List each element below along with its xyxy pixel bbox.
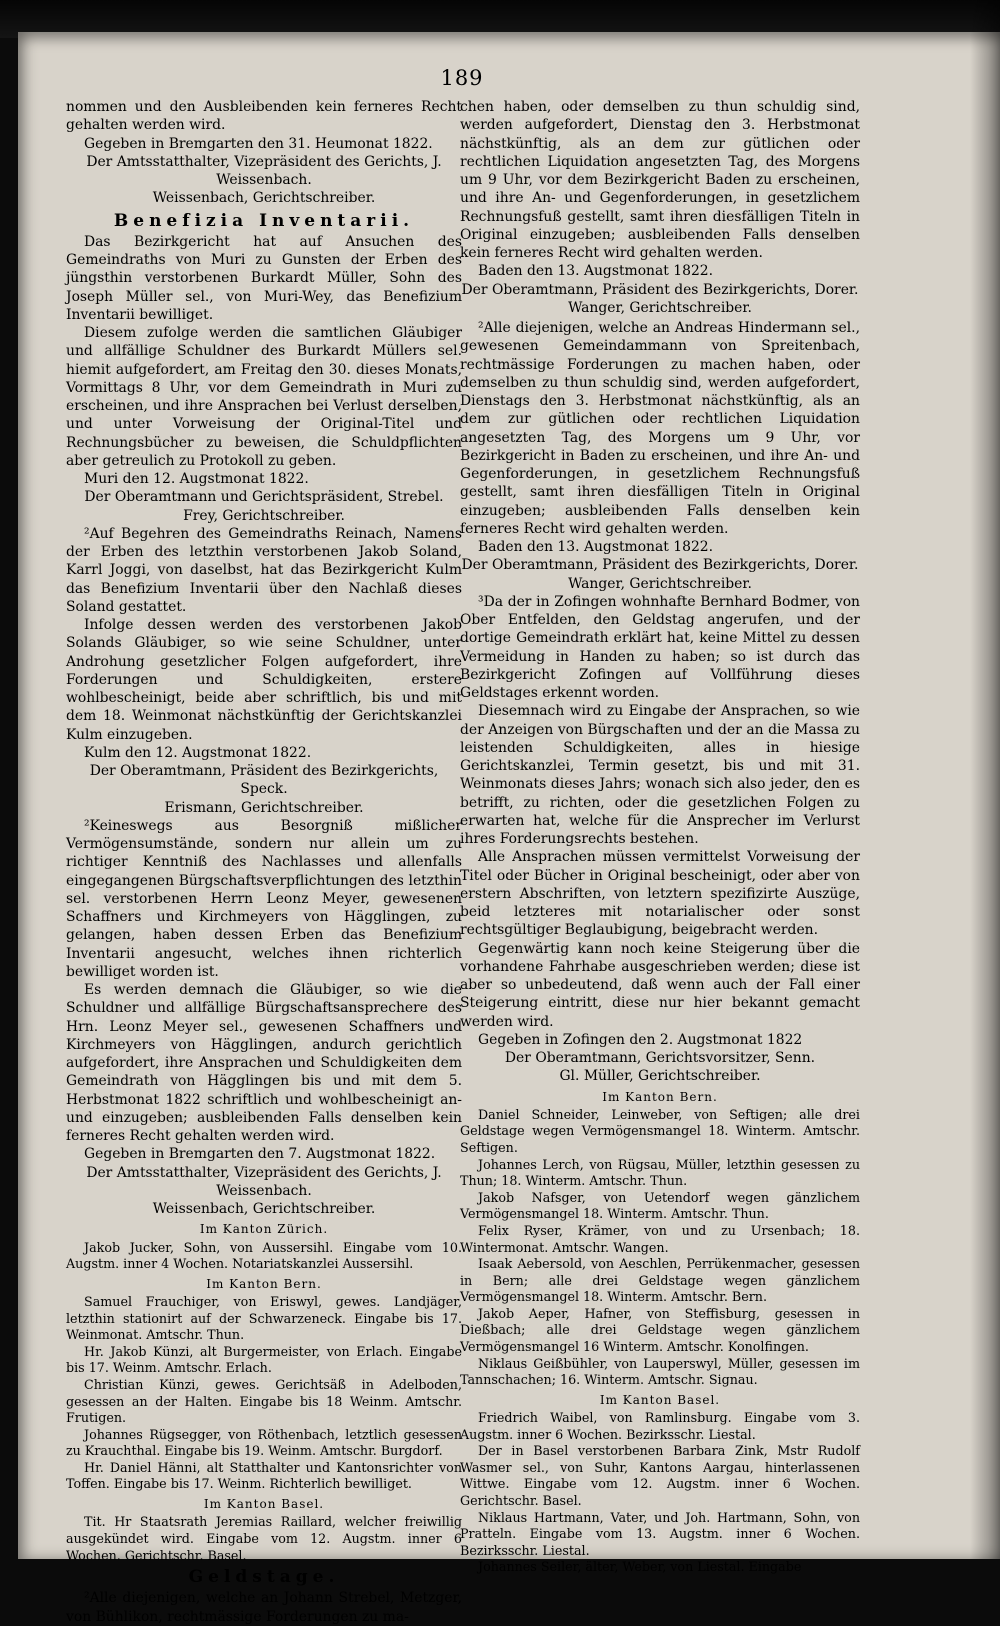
left-column-paragraph: Kulm den 12. Augstmonat 1822. — [84, 744, 312, 761]
left-column-paragraph: ²Auf Begehren des Gemeindraths Reinach, Namens der Erben des letzthin verstorbenen Jakob Soland, Karrl Joggi, von daselbst, hat das Bezirkgericht Kulm das Benefizium Inventarii über den Nachlaß dieses Soland gestattet. — [66, 525, 462, 615]
left-column-paragraph: Der Amtsstatthalter, Vizepräsident des Gerichts, J. Weissenbach. — [86, 1164, 442, 1199]
left-column-paragraph: Weissenbach, Gerichtschreiber. — [152, 1201, 376, 1217]
right-column-paragraph: Baden den 13. Augstmonat 1822. — [478, 263, 714, 280]
right-column-paragraph: Niklaus Hartmann, Vater, und Joh. Hartmann, Sohn, von Pratteln. Eingabe vom 13. Augstm. inner 6 Wochen. Bezirksschr. Liestal. — [460, 1509, 860, 1558]
right-column-paragraph: chen haben, oder demselben zu thun schuldig sind, werden aufgefordert, Dienstag den 3. Herbstmonat nächstkünftig, als an dem zur gütlichen oder rechtlichen Liquidation angesetzten Tag, des Morgens um 9 Uhr, vor dem Bezirkgericht Baden zu erscheinen, und ihre An- und Gegenforderungen, in gesetzlichem Rechnungsfuß gestellt, samt ihren diesfälligen Titeln in Original einzugeben; ausbleibenden Falls denselben kein ferneres Recht wird gehalten werden. — [460, 99, 860, 261]
left-column-paragraph: Infolge dessen werden des verstorbenen Jakob Solands Gläubiger, so wie seine Schuldner, unter Androhung gesetzlicher Folgen aufgefordert, ihre Forderungen und Schuldigkeiten, erstere wohlbescheinigt, beide aber schriftlich, bis und mit dem 18. Weinmonat nächstkünftig der Gerichtskanzlei Kulm einzugeben. — [66, 617, 462, 743]
right-column-paragraph: Jakob Aeper, Hafner, von Steffisburg, gesessen in Dießbach; alle drei Geldstage wegen gänzlichem Vermögensmangel 16 Winterm. Amtschr. Konolfingen. — [460, 1305, 860, 1355]
page-number: 189 — [440, 66, 484, 90]
left-column-paragraph: Jakob Jucker, Sohn, von Aussersihl. Eingabe vom 10. Augstm. inner 4 Wochen. Notariatskanzlei Aussersihl. — [66, 1239, 462, 1272]
left-column-paragraph: Benefizia Inventarii. — [113, 210, 415, 231]
left-column-paragraph: nommen und den Ausbleibenden kein ferneres Recht gehalten werden wird. — [66, 99, 462, 134]
right-column-paragraph: Diesemnach wird zu Eingabe der Ansprachen, so wie der Anzeigen von Bürgschaften und der an die Massa zu leistenden Schuldigkeiten, alles in hiesige Gerichtskanzlei, Termin gesetzt, bis und mit 31. Weinmonats dieses Jahrs; wonach sich also jeder, den es betrifft, zu richten, oder die gesetzlichen Folgen zu erwarten hat, welche für die Ansprecher im Verlurst ihres Forderungsrechts bestehen. — [460, 703, 860, 847]
right-column-paragraph: ³Da der in Zofingen wohnhafte Bernhard Bodmer, von Ober Entfelden, den Geldstag angerufen, und der dortige Gemeindrath erklärt hat, keine Mittel zu dessen Vermeidung in Handen zu haben; so ist durch das Bezirkgericht Zofingen auf Vollführung dieses Geldstages erkennt worden. — [460, 593, 860, 701]
left-column-paragraph: Im Kanton Zürich. — [199, 1222, 329, 1237]
right-column-paragraph: Gegeben in Zofingen den 2. Augstmonat 1822 — [478, 1031, 803, 1048]
left-column-paragraph: Es werden demnach die Gläubiger, so wie die Schuldner und allfällige Bürgschaftsansprechere des Hrn. Leonz Meyer sel., gewesenen Schaffners und Kirchmeyers von Hägglingen, andurch gerichtlich aufgefordert, ihre Ansprachen und Schuldigkeiten dem Gemeindrath von Hägglingen bis und mit dem 5. Herbstmonat 1822 schriftlich und wohlbescheinigt an- und einzugeben; ausbleibenden Falls denselben kein ferneres Recht gehalten werden wird. — [66, 982, 462, 1144]
right-column-paragraph: Alle Ansprachen müssen vermittelst Vorweisung der Titel oder Bücher in Original bescheinigt, oder aber von erstern Abschriften, von letztern spezifizirte Auszüge, beid letzteres mit notarialischer oder sonst rechtsgültiger Beglaubigung, beigebracht werden. — [460, 849, 860, 939]
right-column-paragraph: ²Alle diejenigen, welche an Andreas Hindermann sel., gewesenen Gemeindammann von Spreitenbach, rechtmässige Forderungen zu machen haben, oder demselben zu thun schuldig sind, werden aufgefordert, Dienstags den 3. Herbstmonat nächstkünftig, als an dem zur gütlichen oder rechtlichen Liquidation angesetzten Tag, des Morgens um 9 Uhr, vor Bezirkgericht in Baden zu erscheinen, und ihre An- und Gegenforderungen, in gesetzlichem Rechnungsfuß gestellt, samt ihren diesfälligen Titeln in Original einzugeben; ausbleibenden Falls denselben kein ferneres Recht wird gehalten werden. — [460, 320, 860, 537]
right-column-paragraph: Jakob Nafsger, von Uetendorf wegen gänzlichem Vermögensmangel 18. Winterm. Amtschr. Thun. — [460, 1189, 860, 1222]
left-column-paragraph: Johannes Rügsegger, von Röthenbach, letztlich gesessen zu Krauchthal. Eingabe bis 19. Weinm. Amtschr. Burgdorf. — [66, 1426, 462, 1459]
left-column-paragraph: Christian Künzi, gewes. Gerichtsäß in Adelboden, gesessen an der Halten. Eingabe bis 18 Weinm. Amtschr. Frutigen. — [66, 1376, 462, 1426]
right-column-paragraph: Johannes Seiler, älter, Weber, von Liestal. Eingabe — [478, 1559, 802, 1575]
right-column-paragraph: Felix Ryser, Krämer, von und zu Ursenbach; 18. Wintermonat. Amtschr. Wangen. — [460, 1222, 860, 1255]
left-column-paragraph: Hr. Daniel Hänni, alt Statthalter und Kantonsrichter von Toffen. Eingabe bis 17. Weinm. Richterlich bewilliget. — [66, 1459, 462, 1492]
right-column-paragraph: Der Oberamtmann, Präsident des Bezirkgerichts, Dorer. — [461, 557, 859, 574]
left-column-paragraph: Frey, Gerichtschreiber. — [183, 507, 345, 524]
left-column-paragraph: ²Keineswegs aus Besorgniß mißlicher Vermögensumstände, sondern nur allein um zu richtiger Kenntniß des Nachlasses und allenfalls eingegangenen Bürgschaftsverpflichtungen des letzthin sel. verstorbenen Herrn Leonz Meyer, gewesenen Schaffners und Kirchmeyers von Hägglingen, zu gelangen, haben dessen Erben das Benefizium Inventarii angesucht, welches ihnen richterlich bewilliget worden ist. — [66, 817, 462, 980]
left-column-paragraph: Geldstage. — [188, 1567, 340, 1588]
left-column-paragraph: Hr. Jakob Künzi, alt Burgermeister, von Erlach. Eingabe bis 17. Weinm. Amtschr. Erlach. — [66, 1343, 462, 1376]
right-column-paragraph: Wanger, Gerichtschreiber. — [568, 575, 752, 592]
left-column-paragraph: Gegeben in Bremgarten den 7. Augstmonat 1822. — [84, 1146, 436, 1163]
left-column-paragraph: Das Bezirkgericht hat auf Ansuchen des Gemeindraths von Muri zu Gunsten der Erben des jüngsthin verstorbenen Burkardt Müller, Sohn des Joseph Müller sel., von Muri-Wey, das Benefizium Inventarii bewilliget. — [66, 233, 462, 323]
right-column-paragraph: Daniel Schneider, Leinweber, von Seftigen; alle drei Geldstage wegen Vermögensmangel 18. Winterm. Amtschr. Seftigen. — [460, 1106, 860, 1155]
left-column-paragraph: Tit. Hr Staatsrath Jeremias Raillard, welcher freiwillig ausgekündet wird. Eingabe vom 12. Augstm. inner 6 Wochen. Gerichtschr. Basel. — [66, 1514, 462, 1563]
left-column-paragraph: Der Oberamtmann, Präsident des Bezirkgerichts, Speck. — [89, 763, 439, 798]
right-column-paragraph: Gl. Müller, Gerichtschreiber. — [559, 1068, 761, 1085]
left-column-paragraph: Diesem zufolge werden die samtlichen Gläubiger und allfällige Schuldner des Burkardt Müllers sel. hiemit aufgefordert, am Freitag den 30. dieses Monats, Vormittags 8 Uhr, vor dem Gemeindrath in Muri zu erscheinen, und ihre Ansprachen bei Verlust derselben, und unter Vorweisung der Original-Titel und Rechnungsbücher zu beweisen, die Schuldpflichten aber getreulich zu Protokoll zu geben. — [66, 325, 462, 469]
left-column-paragraph: Der Amtsstatthalter, Vizepräsident des Gerichts, J. Weissenbach. — [86, 153, 442, 188]
left-column-paragraph: Der Oberamtmann und Gerichtspräsident, Strebel. — [84, 489, 444, 506]
right-column-paragraph: Wanger, Gerichtschreiber. — [568, 299, 752, 316]
right-column-paragraph: Johannes Lerch, von Rügsau, Müller, letzthin gesessen zu Thun; 18. Winterm. Amtschr. Thun. — [460, 1156, 860, 1189]
right-column-paragraph: Im Kanton Basel. — [599, 1392, 721, 1407]
left-column-paragraph: Erismann, Gerichtschreiber. — [164, 799, 364, 816]
right-column-paragraph: Isaak Aebersold, von Aeschlen, Perrükenmacher, gesessen in Bern; alle drei Geldstage wegen gänzlichem Vermögensmangel 18. Winterm. Amtschr. Bern. — [460, 1256, 860, 1305]
left-column-paragraph: Weissenbach, Gerichtschreiber. — [152, 190, 376, 207]
right-column-paragraph: Niklaus Geißbühler, von Lauperswyl, Müller, gesessen im Tannschachen; 16. Winterm. Amtschr. Signau. — [460, 1355, 860, 1388]
left-column-paragraph: Muri den 12. Augstmonat 1822. — [84, 471, 309, 487]
left-column-paragraph: Im Kanton Bern. — [206, 1276, 322, 1291]
right-column-paragraph: Gegenwärtig kann noch keine Steigerung über die vorhandene Fahrhabe ausgeschrieben werden; diese ist aber so unbedeutend, daß wenn auch der Fall einer Steigerung eintritt, diese nur hier bekannt gemacht werden wird. — [460, 940, 860, 1030]
right-column-paragraph: Im Kanton Bern. — [602, 1089, 718, 1104]
right-column-paragraph: Der in Basel verstorbenen Barbara Zink, Mstr Rudolf Wasmer sel., von Suhr, Kantons Aargau, hinterlassenen Wittwe. Eingabe vom 12. Augstm. inner 6 Wochen. Gerichtschr. Basel. — [460, 1443, 860, 1509]
left-column — [66, 98, 462, 1626]
left-column-paragraph: ²Alle diejenigen, welche an Johann Strebel, Metzger, von Bühlikon, rechtmässige Forderungen zu ma- — [66, 1590, 462, 1625]
right-column-paragraph: Der Oberamtmann, Präsident des Bezirkgerichts, Dorer. — [461, 281, 859, 298]
right-column — [460, 98, 860, 1576]
left-column-paragraph: Im Kanton Basel. — [203, 1497, 325, 1512]
left-column-paragraph: Samuel Frauchiger, von Eriswyl, gewes. Landjäger, letzthin stationirt auf der Schwarzeneck. Eingabe bis 17. Weinmonat. Amtschr. Thun. — [66, 1293, 462, 1343]
left-column-paragraph: Gegeben in Bremgarten den 31. Heumonat 1822. — [84, 135, 433, 152]
right-column-paragraph: Friedrich Waibel, von Ramlinsburg. Eingabe vom 3. Augstm. inner 6 Wochen. Bezirksschr. Liestal. — [460, 1410, 860, 1442]
right-column-paragraph: Der Oberamtmann, Gerichtsvorsitzer, Senn. — [504, 1050, 816, 1066]
right-column-paragraph: Baden den 13. Augstmonat 1822. — [478, 539, 714, 555]
